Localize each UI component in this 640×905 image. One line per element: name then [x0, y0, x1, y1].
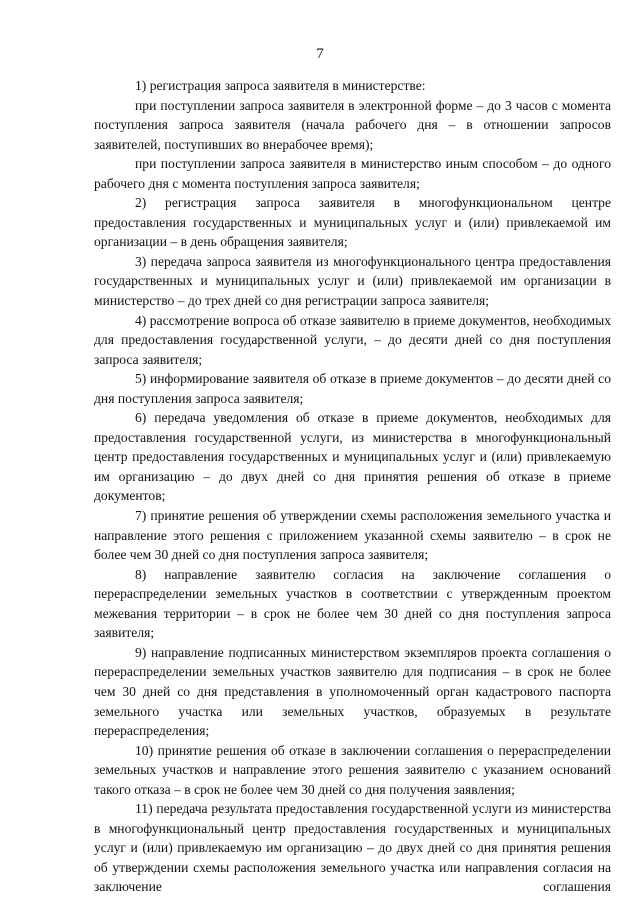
- paragraph-2-mfc-registration: 2) регистрация запроса заявителя в многофункциональном центре предоставления государственных и муниципальных услуг и (или) привлекаемой им организации – в день обращения заявителя;: [94, 195, 611, 250]
- paragraph-8-consent: 8) направление заявителю согласия на заключение соглашения о перераспределении земельных участков в соответствии с утвержденным проектом межевания территории – в срок не более чем 30 дней со дня поступления запроса заявителя;: [94, 566, 611, 641]
- paragraph-6-notice-transfer: 6) передача уведомления об отказе в приеме документов, необходимых для предоставления государственной услуги, из министерства в многофункциональный центр предоставления государственных и муниципальных услуг и (или) привлекаемую им организацию – до двух дней со дня принятия решения об отказе в приеме документов;: [94, 410, 611, 504]
- paragraph-electronic-form: при поступлении запроса заявителя в электронной форме – до 3 часов с момента поступления запроса заявителя (начала рабочего дня – в отношении запросов заявителей, поступивших во внерабочее время);: [94, 97, 611, 152]
- paragraph-10-refusal-decision: 10) принятие решения об отказе в заключении соглашения о перераспределении земельных участков и направление этого решения заявителю с указанием оснований такого отказа – в срок не более чем 30 дней со дня получения заявления;: [94, 742, 611, 797]
- paragraph-3-transfer: 3) передача запроса заявителя из многофункционального центра предоставления государственных и муниципальных услуг и (или) привлекаемой им организации в министерство – до трех дней со дня регистрации запроса заявителя;: [94, 253, 611, 309]
- page-number: 7: [316, 46, 324, 62]
- paragraph-7-scheme-approval: 7) принятие решения об утверждении схемы расположения земельного участка и направление этого решения с приложением указанной схемы заявителю – в срок не более чем 30 дней со дня поступления запроса заявителя;: [94, 508, 611, 563]
- paragraph-5-informing: 5) информирование заявителя об отказе в приеме документов – до десяти дней со дня поступления запроса заявителя;: [94, 371, 611, 406]
- document-body: [94, 76, 611, 897]
- paragraph-other-method: при поступлении запроса заявителя в министерство иным способом – до одного рабочего дня с момента поступления запроса заявителя;: [94, 156, 611, 191]
- paragraph-11-result-transfer: 11) передача результата предоставления государственной услуги из министерства в многофункциональный центр предоставления государственных и муниципальных услуг и (или) привлекаемую им организацию – до двух дней со дня принятия решения об утверждении схемы расположения земельного участка или направления согласия на заключение соглашения: [94, 801, 611, 895]
- paragraph-4-review-refusal: 4) рассмотрение вопроса об отказе заявителю в приеме документов, необходимых для предоставления государственной услуги, – до десяти дней со дня поступления запроса заявителя;: [94, 312, 611, 367]
- paragraph-9-signed-copies: 9) направление подписанных министерством экземпляров проекта соглашения о перераспределении земельных участков заявителю для подписания – в срок не более чем 30 дней со дня представления в уполномоченный орган кадастрового паспорта земельного участка или земельных участков, образуемых в результате перераспределения;: [94, 644, 611, 739]
- paragraph-1-registration: 1) регистрация запроса заявителя в министерстве:: [135, 78, 426, 93]
